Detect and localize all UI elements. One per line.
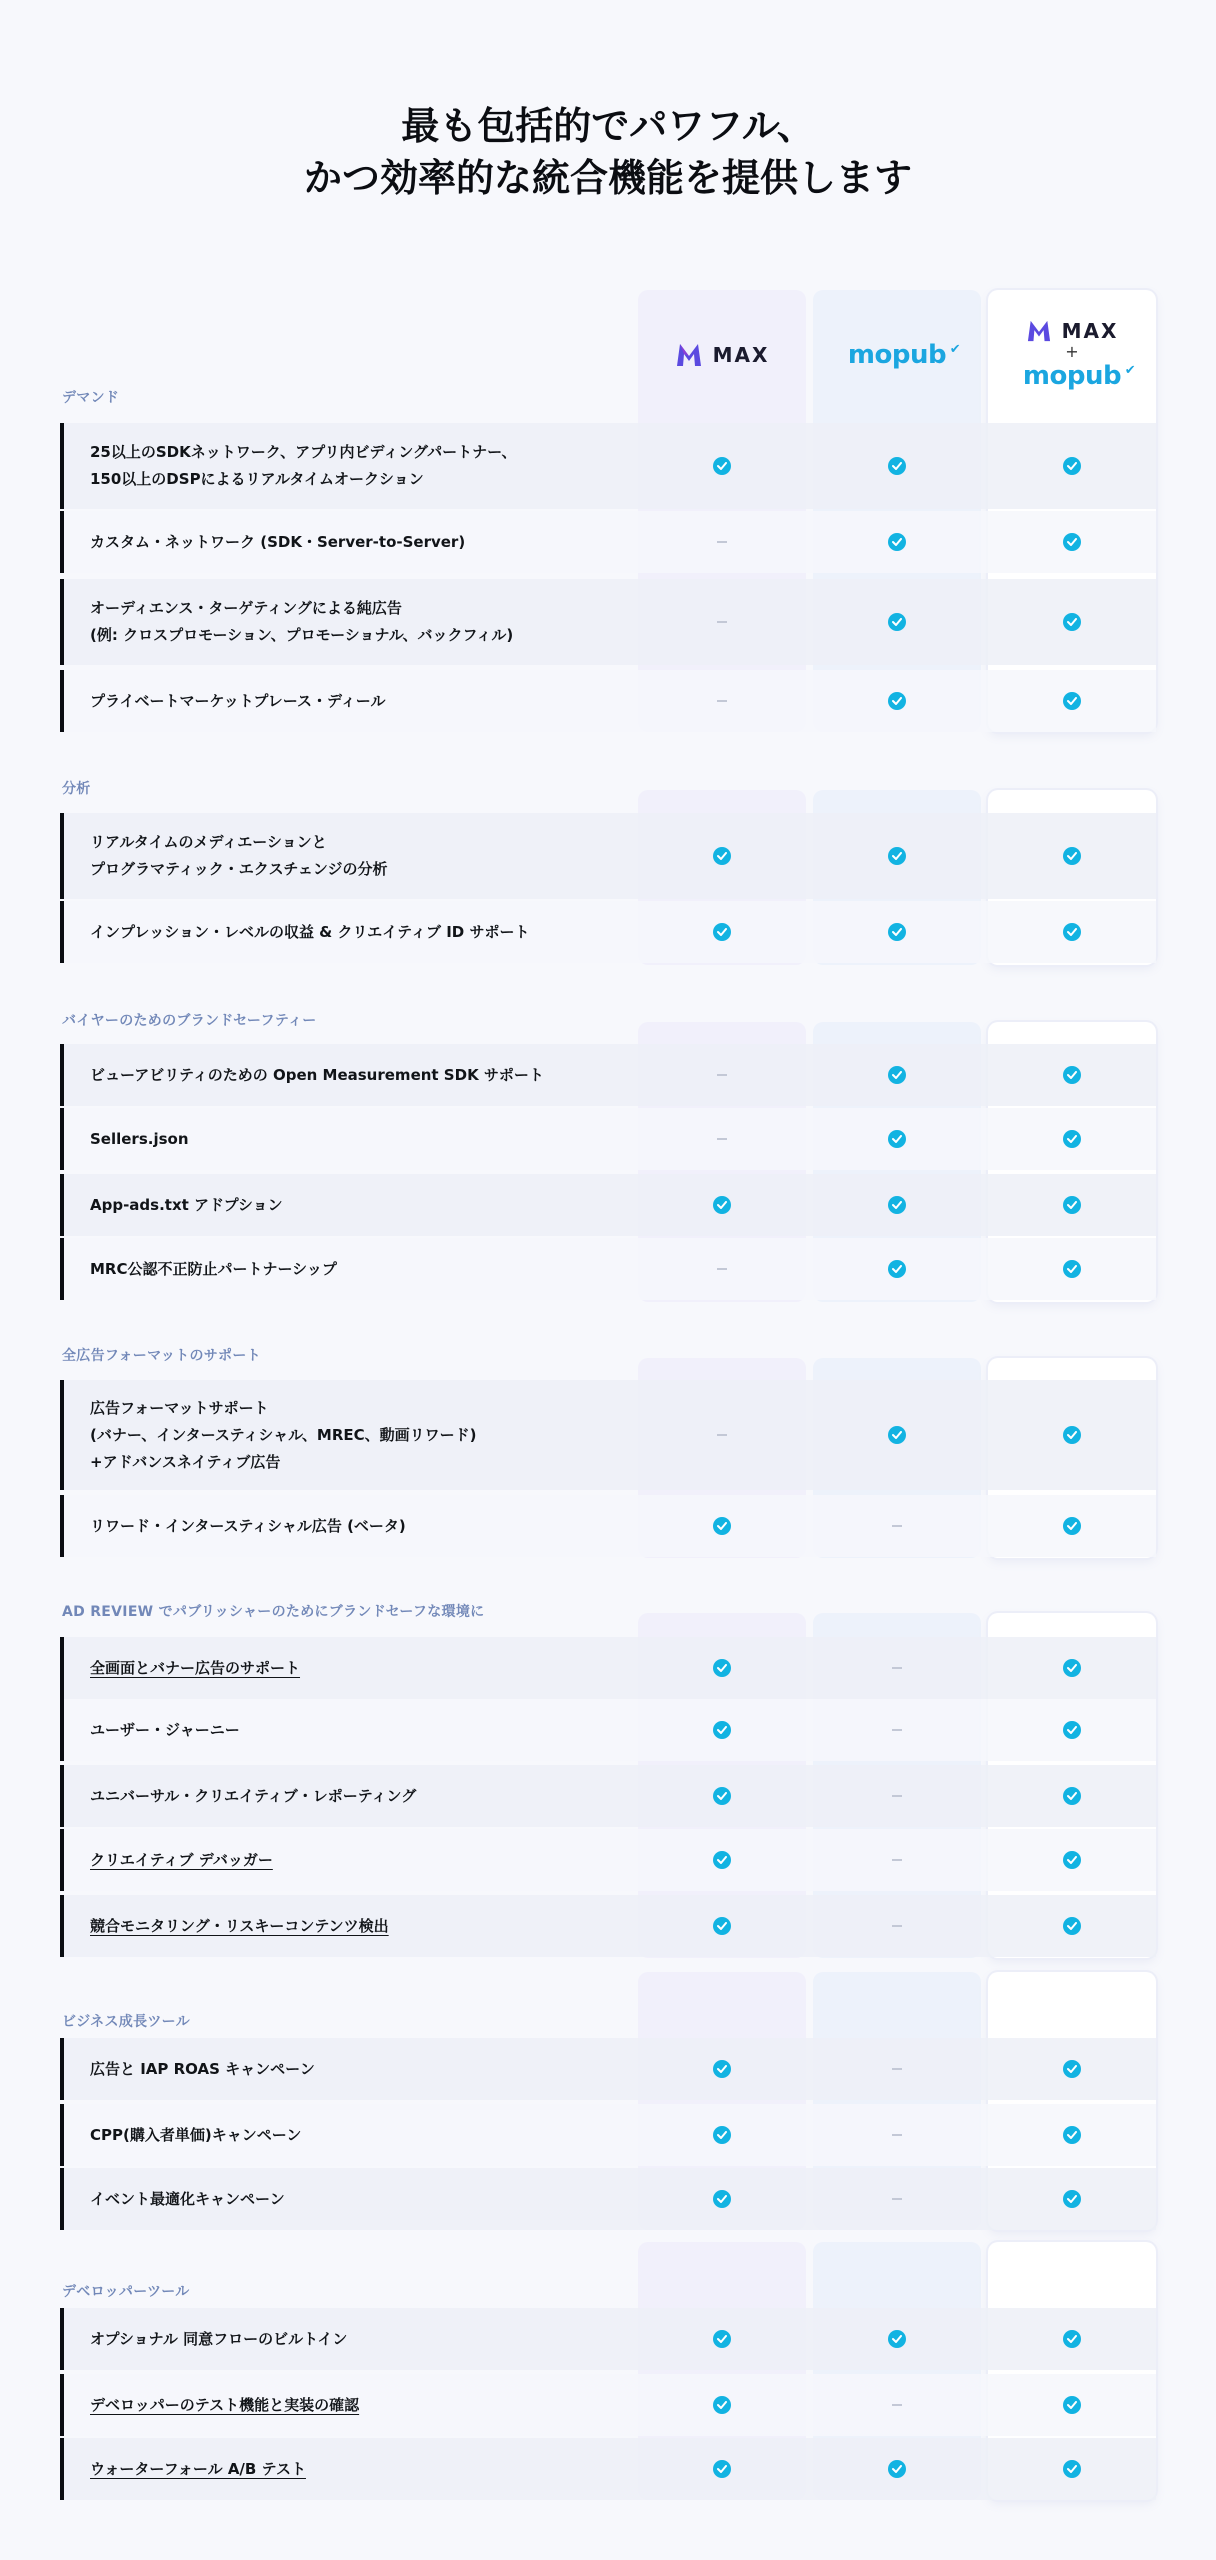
check-icon — [888, 613, 906, 631]
combo-cell — [988, 1238, 1156, 1300]
check-icon — [888, 1130, 906, 1148]
feature-label-line: 150以上のDSPによるリアルタイムオークション — [90, 470, 424, 488]
feature-label-line: (バナー、インタースティシャル、MREC、動画リワード) — [90, 1425, 477, 1444]
check-icon — [888, 1066, 906, 1084]
dash-icon — [717, 1138, 727, 1140]
max-cell — [638, 1637, 806, 1699]
row-accent-bar — [60, 511, 64, 573]
combo-cell — [988, 1895, 1156, 1957]
check-icon — [713, 847, 731, 865]
row-accent-bar — [60, 2438, 64, 2500]
max-cell — [638, 901, 806, 963]
feature-label-line: ユニバーサル・クリエイティブ・レポーティング — [90, 1786, 417, 1805]
combo-cell — [988, 901, 1156, 963]
dash-icon — [892, 1925, 902, 1927]
max-m-icon — [675, 342, 703, 368]
check-icon — [713, 1196, 731, 1214]
dash-icon — [717, 1074, 727, 1076]
feature-label-line: カスタム・ネットワーク (SDK・Server-to-Server) — [90, 532, 466, 551]
check-icon — [1063, 457, 1081, 475]
check-icon — [888, 923, 906, 941]
check-icon — [888, 2460, 906, 2478]
mopub-cell — [813, 2168, 981, 2230]
combo-cell — [988, 1495, 1156, 1557]
max-cell — [638, 1044, 806, 1106]
dash-icon — [892, 2198, 902, 2200]
max-cell — [638, 1765, 806, 1827]
max-cell — [638, 2168, 806, 2230]
check-icon — [713, 2126, 731, 2144]
check-icon — [1063, 2460, 1081, 2478]
combo-cell — [988, 1174, 1156, 1236]
check-icon — [1063, 1851, 1081, 1869]
check-icon — [1063, 1196, 1081, 1214]
max-cell — [638, 2438, 806, 2500]
feature-label-line: ウォーターフォール A/B テスト — [90, 2459, 306, 2478]
feature-label-line: ビューアビリティのための Open Measurement SDK サポート — [90, 1065, 544, 1084]
mopub-cell — [813, 1765, 981, 1827]
check-icon — [713, 2460, 731, 2478]
mopub-cell — [813, 579, 981, 665]
mopub-cell — [813, 813, 981, 899]
check-icon — [888, 533, 906, 551]
check-icon — [888, 2330, 906, 2348]
mopub-cell — [813, 2308, 981, 2370]
max-cell — [638, 1495, 806, 1557]
table-row — [60, 2438, 1156, 2500]
combo-mopub-text: mopub ✔ — [1022, 361, 1136, 391]
check-icon — [1063, 1130, 1081, 1148]
dash-icon — [892, 1525, 902, 1527]
row-accent-bar — [60, 670, 64, 732]
section-label: デマンド — [62, 390, 120, 406]
feature-label — [90, 670, 650, 732]
check-icon — [1063, 923, 1081, 941]
mopub-cell — [813, 1238, 981, 1300]
table-row — [60, 2038, 1156, 2100]
max-cell — [638, 423, 806, 509]
feature-label — [90, 1699, 650, 1761]
mopub-cell — [813, 1174, 981, 1236]
table-row — [60, 813, 1156, 899]
feature-label — [90, 1108, 650, 1170]
mopub-cell — [813, 1495, 981, 1557]
feature-label — [90, 1044, 650, 1106]
check-icon — [713, 2060, 731, 2078]
feature-label — [90, 813, 650, 899]
row-accent-bar — [60, 2374, 64, 2436]
feature-label[interactable] — [90, 2374, 650, 2436]
mopub-cell — [813, 901, 981, 963]
feature-label[interactable] — [90, 1895, 650, 1957]
dash-icon — [892, 2404, 902, 2406]
max-cell — [638, 813, 806, 899]
feature-label-line: オーディエンス・ターゲティングによる純広告 — [90, 599, 402, 617]
combo-cell — [988, 1765, 1156, 1827]
combo-cell — [988, 2104, 1156, 2166]
feature-label — [90, 2308, 650, 2370]
feature-label — [90, 1174, 650, 1236]
check-icon — [1063, 1066, 1081, 1084]
table-row — [60, 2308, 1156, 2370]
max-cell — [638, 2104, 806, 2166]
section-label: ビジネス成長ツール — [62, 2014, 190, 2030]
row-accent-bar — [60, 1174, 64, 1236]
combo-cell — [988, 2308, 1156, 2370]
row-accent-bar — [60, 1238, 64, 1300]
check-icon — [713, 2396, 731, 2414]
mopub-cell — [813, 1380, 981, 1490]
column-header-mopub — [813, 300, 981, 410]
max-cell — [638, 1829, 806, 1891]
check-icon — [888, 457, 906, 475]
feature-label-line: 広告フォーマットサポート — [90, 1398, 269, 1417]
mopub-cell — [813, 670, 981, 732]
check-icon — [1063, 533, 1081, 551]
page-title — [0, 100, 1216, 204]
combo-logo — [1022, 319, 1136, 391]
check-icon — [713, 1787, 731, 1805]
table-row — [60, 1495, 1156, 1557]
combo-cell — [988, 2438, 1156, 2500]
row-accent-bar — [60, 1765, 64, 1827]
section-label: 全広告フォーマットのサポート — [62, 1348, 261, 1364]
max-cell — [638, 670, 806, 732]
feature-label — [90, 901, 650, 963]
feature-label-line: App-ads.txt アドプション — [90, 1195, 283, 1214]
mopub-cell — [813, 511, 981, 573]
combo-cell — [988, 2374, 1156, 2436]
mopub-cell — [813, 2104, 981, 2166]
feature-label-line: CPP(購入者単価)キャンペーン — [90, 2125, 302, 2144]
dash-icon — [717, 700, 727, 702]
check-icon — [1063, 1517, 1081, 1535]
feature-label — [90, 2104, 650, 2166]
check-icon — [888, 1196, 906, 1214]
mopub-cell — [813, 1829, 981, 1891]
check-icon — [1063, 2330, 1081, 2348]
max-cell — [638, 2374, 806, 2436]
check-icon — [888, 692, 906, 710]
feature-label-line: クリエイティブ デバッガー — [90, 1850, 273, 1869]
dash-icon — [892, 1795, 902, 1797]
mopub-cell — [813, 2038, 981, 2100]
check-icon — [713, 1721, 731, 1739]
table-row — [60, 1699, 1156, 1761]
feature-label — [90, 423, 650, 509]
combo-cell — [988, 1829, 1156, 1891]
table-row — [60, 1108, 1156, 1170]
table-row — [60, 1637, 1156, 1699]
row-accent-bar — [60, 1637, 64, 1699]
page-title-line-2: かつ効率的な統合機能を提供します — [303, 156, 912, 200]
table-row — [60, 1044, 1156, 1106]
feature-label-line: 25以上のSDKネットワーク、アプリ内ビディングパートナー、 — [90, 443, 517, 461]
feature-label[interactable] — [90, 1829, 650, 1891]
section-label: 分析 — [62, 781, 91, 797]
check-icon — [1063, 1260, 1081, 1278]
check-icon — [1063, 847, 1081, 865]
feature-label-line: デベロッパーのテスト機能と実装の確認 — [90, 2395, 360, 2414]
row-accent-bar — [60, 1495, 64, 1557]
dash-icon — [892, 1729, 902, 1731]
feature-label — [90, 1495, 650, 1557]
row-accent-bar — [60, 1108, 64, 1170]
feature-label-line: 全画面とバナー広告のサポート — [90, 1658, 301, 1677]
max-cell — [638, 2038, 806, 2100]
dash-icon — [892, 1667, 902, 1669]
table-row — [60, 1829, 1156, 1891]
max-cell — [638, 1174, 806, 1236]
feature-label-line: 競合モニタリング・リスキーコンテンツ検出 — [90, 1916, 389, 1935]
row-accent-bar — [60, 1895, 64, 1957]
feature-label — [90, 579, 650, 665]
dash-icon — [892, 2134, 902, 2136]
check-icon — [1063, 2060, 1081, 2078]
feature-label — [90, 1765, 650, 1827]
check-icon — [1063, 692, 1081, 710]
feature-label[interactable] — [90, 1637, 650, 1699]
check-icon — [1063, 1426, 1081, 1444]
feature-label — [90, 1380, 650, 1490]
dash-icon — [892, 1859, 902, 1861]
mopub-logo: mopub ✔ — [847, 340, 961, 370]
mopub-cell — [813, 423, 981, 509]
mopub-cell — [813, 1108, 981, 1170]
combo-cell — [988, 1044, 1156, 1106]
row-accent-bar — [60, 1829, 64, 1891]
row-accent-bar — [60, 423, 64, 509]
table-row — [60, 2168, 1156, 2230]
mopub-cell — [813, 1699, 981, 1761]
dash-icon — [717, 621, 727, 623]
combo-cell — [988, 2038, 1156, 2100]
max-m-icon — [1026, 319, 1052, 343]
max-cell — [638, 1108, 806, 1170]
max-logo-text: MAX — [712, 343, 770, 367]
page-title-line-1: 最も包括的でパワフル、 — [401, 104, 815, 148]
dash-icon — [892, 2068, 902, 2070]
check-icon — [888, 1260, 906, 1278]
feature-label — [90, 2038, 650, 2100]
table-row — [60, 1765, 1156, 1827]
combo-max-logo — [1026, 319, 1119, 343]
check-icon — [1063, 2190, 1081, 2208]
feature-label — [90, 1238, 650, 1300]
check-icon — [1063, 2126, 1081, 2144]
mopub-cell — [813, 1044, 981, 1106]
feature-label-line: プライベートマーケットプレース・ディール — [90, 691, 386, 710]
row-accent-bar — [60, 813, 64, 899]
mopub-cell — [813, 2374, 981, 2436]
combo-max-text: MAX — [1061, 319, 1119, 343]
column-header-max — [638, 300, 806, 410]
combo-cell — [988, 813, 1156, 899]
mopub-cell — [813, 2438, 981, 2500]
row-accent-bar — [60, 1699, 64, 1761]
max-cell — [638, 511, 806, 573]
check-icon — [1063, 1659, 1081, 1677]
row-accent-bar — [60, 2104, 64, 2166]
check-icon — [713, 1659, 731, 1677]
mopub-cell — [813, 1895, 981, 1957]
row-accent-bar — [60, 1044, 64, 1106]
table-row — [60, 2104, 1156, 2166]
row-accent-bar — [60, 2168, 64, 2230]
section-label: バイヤーのためのブランドセーフティー — [62, 1013, 317, 1029]
check-icon — [888, 1426, 906, 1444]
combo-cell — [988, 423, 1156, 509]
dash-icon — [717, 541, 727, 543]
max-logo — [675, 342, 770, 368]
table-row — [60, 670, 1156, 732]
mopub-tick-icon: ✔ — [1124, 363, 1136, 378]
feature-label-line: (例: クロスプロモーション、プロモーショナル、バックフィル) — [90, 626, 514, 644]
feature-label-line: イベント最適化キャンペーン — [90, 2189, 285, 2208]
feature-label-line: ユーザー・ジャーニー — [90, 1720, 240, 1739]
check-icon — [1063, 613, 1081, 631]
check-icon — [713, 1517, 731, 1535]
feature-label-line: リアルタイムのメディエーションと — [90, 833, 327, 851]
check-icon — [1063, 1721, 1081, 1739]
check-icon — [713, 457, 731, 475]
combo-cell — [988, 511, 1156, 573]
dash-icon — [717, 1268, 727, 1270]
feature-label-line: Sellers.json — [90, 1129, 189, 1148]
table-row — [60, 1238, 1156, 1300]
table-row — [60, 1380, 1156, 1490]
table-row — [60, 423, 1156, 509]
combo-cell — [988, 1699, 1156, 1761]
section-label: AD REVIEW でパブリッシャーのためにブランドセーフな環境に — [62, 1604, 485, 1620]
row-accent-bar — [60, 2038, 64, 2100]
feature-label-line: MRC公認不正防止パートナーシップ — [90, 1259, 337, 1278]
feature-label-line: リワード・インタースティシャル広告 (ベータ) — [90, 1516, 406, 1535]
combo-cell — [988, 670, 1156, 732]
check-icon — [1063, 2396, 1081, 2414]
feature-label-line: プログラマティック・エクスチェンジの分析 — [90, 860, 388, 878]
max-cell — [638, 1699, 806, 1761]
feature-label-line: +アドバンスネイティブ広告 — [90, 1452, 281, 1471]
section-label: デベロッパーツール — [62, 2284, 190, 2300]
check-icon — [713, 1851, 731, 1869]
feature-label[interactable] — [90, 2438, 650, 2500]
combo-cell — [988, 1108, 1156, 1170]
feature-label — [90, 511, 650, 573]
mopub-cell — [813, 1637, 981, 1699]
table-row — [60, 1174, 1156, 1236]
check-icon — [713, 2190, 731, 2208]
table-row — [60, 1895, 1156, 1957]
check-icon — [713, 2330, 731, 2348]
row-accent-bar — [60, 2308, 64, 2370]
max-cell — [638, 579, 806, 665]
column-header-combo — [988, 300, 1156, 410]
feature-label-line: インプレッション・レベルの収益 & クリエイティブ ID サポート — [90, 922, 530, 941]
table-row — [60, 511, 1156, 573]
max-cell — [638, 1895, 806, 1957]
feature-label-line: オプショナル 同意フローのビルトイン — [90, 2329, 348, 2348]
row-accent-bar — [60, 579, 64, 665]
combo-cell — [988, 1637, 1156, 1699]
check-icon — [1063, 1917, 1081, 1935]
row-accent-bar — [60, 1380, 64, 1490]
table-row — [60, 901, 1156, 963]
feature-label — [90, 2168, 650, 2230]
dash-icon — [717, 1434, 727, 1436]
max-cell — [638, 2308, 806, 2370]
table-row — [60, 2374, 1156, 2436]
table-row — [60, 579, 1156, 665]
max-cell — [638, 1238, 806, 1300]
combo-cell — [988, 1380, 1156, 1490]
check-icon — [713, 923, 731, 941]
combo-plus: + — [1065, 342, 1079, 361]
check-icon — [713, 1917, 731, 1935]
combo-cell — [988, 2168, 1156, 2230]
max-cell — [638, 1380, 806, 1490]
check-icon — [888, 847, 906, 865]
combo-cell — [988, 579, 1156, 665]
row-accent-bar — [60, 901, 64, 963]
feature-label-line: 広告と IAP ROAS キャンペーン — [90, 2059, 315, 2078]
mopub-tick-icon: ✔ — [949, 342, 961, 357]
check-icon — [1063, 1787, 1081, 1805]
